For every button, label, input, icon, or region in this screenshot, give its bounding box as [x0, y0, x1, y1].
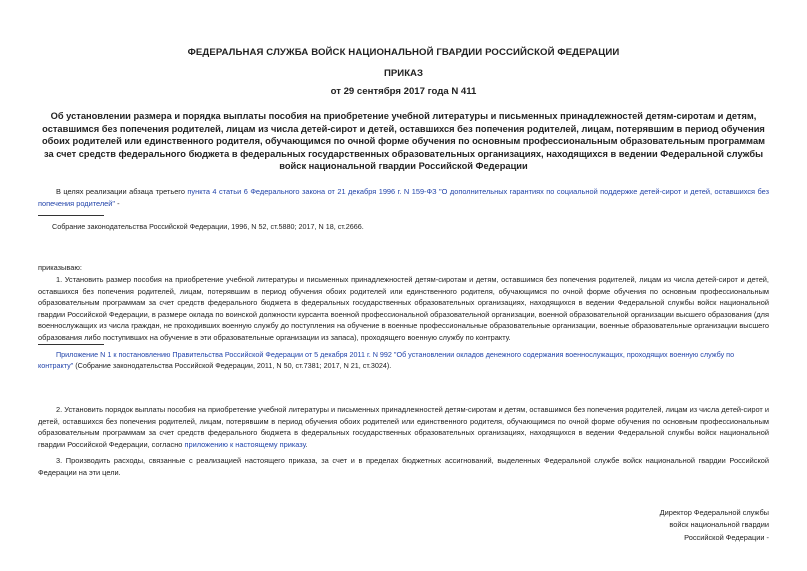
signature-line-1: Директор Федеральной службы [659, 508, 769, 517]
order-word: приказываю: [38, 263, 82, 272]
item-2 [38, 404, 769, 450]
footnote-1: Собрание законодательства Российской Федерации, 1996, N 52, ст.5880; 2017, N 18, ст.2666. [52, 222, 364, 231]
agency-heading: ФЕДЕРАЛЬНАЯ СЛУЖБА ВОЙСК НАЦИОНАЛЬНОЙ ГВАРДИИ РОССИЙСКОЙ ФЕДЕРАЦИИ [187, 47, 620, 58]
item-1-text: 1. Установить размер пособия на приобретение учебной литературы и письменных принадлежностей детям-сиротам и детям, оставшимся без попечения родителей, лицам из числа детей-сирот и детей, оставшихся без попечения родителей, лицам, потерявшим в период обучения обоих родителей или единственного родителя, обучающимся по очной форме обучения по основным профессиональным образовательным программам за счет средств федерального бюджета в федеральных государственных образовательных организациях, находящихся в ведении Федеральной службы войск национальной гвардии Российской Федерации, в размере оклада по воинской должности курсанта военной профессиональной образовательной организации, военной образовательной организации высшего образования (для военнослужащих из числа граждан, не проходивших военную службу до поступления на обучение в военные профессиональные образовательные организации, военные образовательные организации высшего образования либо поступивших на обучение в эти образовательные организации из запаса), проходящего военную службу по контракту [38, 275, 769, 342]
document-title: Об установлении размера и порядка выплаты пособия на приобретение учебной литературы и письменных принадлежностей детям-сиротам и детям, оставшимся без попечения родителей, лицам из числа детей-сирот и детей, оставшихся без попечения родителей, лицам, потерявшим в период обучения обоих родителей или единственного родителя, обучающимся по очной форме обучения по основным профессиональным образовательным программам за счет средств федерального бюджета в федеральных государственных образовательных организациях, находящихся в ведении Федеральной службы войск национальной гвардии Российской Федерации [41, 111, 765, 172]
item-3: 3. Производить расходы, связанные с реализацией настоящего приказа, за счет и в пределах бюджетных ассигнований, выделенных Федеральной службе войск национальной гвардии Российской Федерации на эти цели. [38, 456, 769, 477]
signature-line-2: войск национальной гвардии [669, 520, 769, 530]
footnote-2 [38, 349, 769, 372]
footnote-rule-2 [38, 344, 104, 345]
preamble-text: В целях реализации абзаца третьего [56, 187, 188, 196]
appendix-link[interactable]: приложению к настоящему приказу [184, 439, 306, 449]
signature-line-3: Российской Федерации - [684, 532, 769, 542]
item-1 [38, 274, 769, 344]
item-2-text: 2. Установить порядок выплаты пособия на приобретение учебной литературы и письменных принадлежностей детям-сиротам и детям, оставшимся без попечения родителей, лицам из числа детей-сирот и детей, оставшихся без попечения родителей, лицам, потерявшим в период обучения обоих родителей или единственного родителя, обучающимся по очной форме обучения по основным профессиональным образовательным программам за счет средств федерального бюджета в федеральных государственных образовательных организациях, находящихся в ведении Федеральной службы войск национальной гвардии Российской Федерации, согласно [38, 405, 769, 449]
law-link[interactable]: пункта 4 статьи 6 Федерального закона от 21 декабря 1996 г. N 159-ФЗ "О дополнительных гарантиях по социальной поддержке детей-сирот и детей, оставшихся без попечения родителей" [38, 187, 770, 208]
decree-link[interactable]: Приложение N 1 к постановлению Правительства Российской Федерации от 5 декабря 2011 г. N 992 "Об установлении окладов денежного содержания военнослужащих, проходящих военную службу по контракту" [38, 350, 735, 371]
footnote-rule [38, 215, 104, 216]
item-2-end: . [305, 439, 308, 449]
item-1-end: . [508, 332, 511, 342]
preamble-paragraph [38, 186, 769, 209]
document-type: ПРИКАЗ [384, 68, 423, 79]
preamble-end: - [115, 198, 120, 208]
footnote-2-rest: (Собрание законодательства Российской Федерации, 2011, N 50, ст.7381; 2017, N 21, ст.3024). [73, 361, 392, 371]
document-date: от 29 сентября 2017 года N 411 [330, 86, 477, 97]
signature-block [660, 507, 769, 544]
